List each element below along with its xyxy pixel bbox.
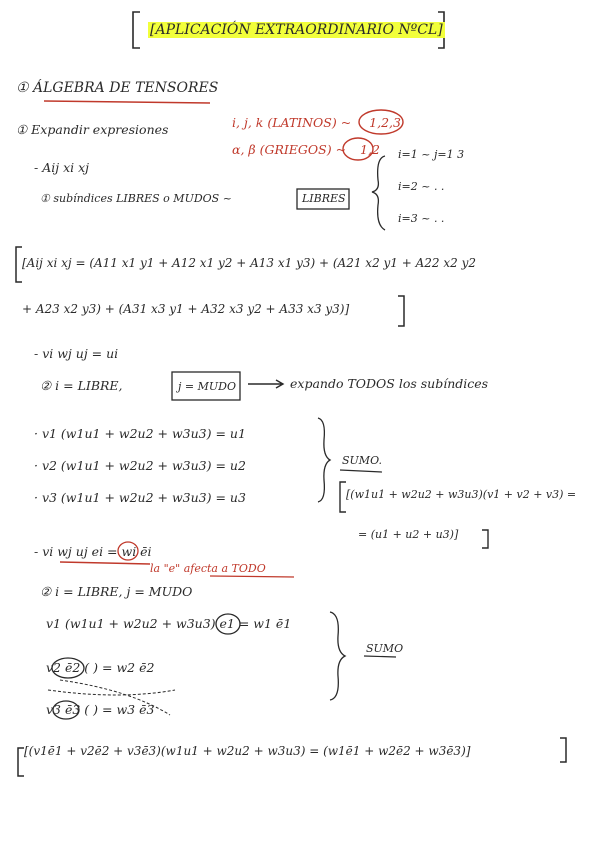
final-line: [(v1ē1 + v2ē2 + v3ē3)(w1u1 + w2u2 + w3u3) = (w1ē1 + w2ē2 + w3ē3)] — [24, 744, 471, 758]
ex3-brace — [330, 612, 345, 700]
index-row-3: i=3 ~ . . — [398, 212, 445, 225]
ex1-expression: - Aij xi xj — [34, 160, 90, 175]
suma-underline-2 — [364, 656, 396, 657]
libres-label: LIBRES — [302, 192, 346, 205]
note-underline — [210, 576, 294, 577]
greek-note-text: α, β (GRIEGOS) ~ — [232, 142, 347, 157]
ex2-row-1: · v1 (w1u1 + w2u2 + w3u3) = u1 — [34, 426, 246, 441]
ex2-result-line-2: = (u1 + u2 + u3)] — [358, 528, 459, 541]
index-row-2: i=2 ~ . . — [398, 180, 445, 193]
ex3-note: la "e" afecta a TODO — [150, 562, 266, 575]
section-heading: ① ÁLGEBRA DE TENSORES — [16, 80, 219, 96]
ex3-row-1: v1 (w1u1 + w2u2 + w3u3) e1 = w1 ē1 — [46, 616, 292, 631]
latin-note — [232, 115, 401, 130]
greek-note — [232, 142, 380, 157]
arrow — [248, 380, 283, 388]
ex1-subindex-note: ① subíndices LIBRES o MUDOS ~ — [40, 192, 232, 205]
index-row-1: i=1 ~ j=1 3 — [398, 148, 465, 161]
ex3-expression: - vi wj uj ei = wi ēi — [34, 544, 152, 559]
latin-circled: 1,2,3 — [369, 115, 401, 130]
title-bracket-left — [133, 12, 140, 48]
greek-circled: 1,2 — [360, 142, 380, 157]
index-brace — [372, 156, 385, 230]
ex3-step: ② i = LIBRE, j = MUDO — [40, 584, 193, 599]
ex3-underline — [60, 562, 150, 564]
suma-underline-1 — [340, 470, 382, 472]
ex3-suma-label: SUMO — [366, 642, 404, 655]
expansion-line-1: [Aij xi xj = (A11 x1 y1 + A12 x1 y2 + A13 x1 y3) + (A21 x2 y1 + A22 x2 y2 — [22, 256, 476, 270]
ex2-result-bracket-right — [482, 530, 488, 548]
ex2-row-3: · v3 (w1u1 + w2u2 + w3u3) = u3 — [34, 490, 246, 505]
final-bracket-right — [560, 738, 566, 762]
mudo-label: j = MUDO — [178, 380, 236, 393]
ex2-arrow-text: expando TODOS los subíndices — [290, 376, 489, 391]
section-underline — [44, 101, 210, 103]
latin-note-text: i, j, k (LATINOS) ~ — [232, 115, 352, 130]
expansion-line-2: + A23 x2 y3) + (A31 x3 y1 + A32 x3 y2 + A33 x3 y3)] — [22, 302, 350, 316]
expansion-bracket-right — [398, 296, 404, 326]
page-title — [148, 22, 445, 38]
ex2-brace — [318, 418, 330, 502]
item1-heading: ① Expandir expresiones — [16, 122, 169, 137]
ex2-expression: - vi wj uj = ui — [34, 346, 119, 361]
ex3-row-2: v2 ē2 ( ) = w2 ē2 — [46, 660, 155, 675]
title-text: [APLICACIÓN EXTRAORDINARIO NºCL] — [150, 22, 443, 38]
ex2-result-line-1: [(w1u1 + w2u2 + w3u3)(v1 + v2 + v3) = — [346, 488, 577, 501]
ex3-row-3: v3 ē3 ( ) = w3 ē3 — [46, 702, 155, 717]
ex2-suma-label: SUMO. — [342, 454, 382, 467]
ex2-row-2: · v2 (w1u1 + w2u2 + w3u3) = u2 — [34, 458, 246, 473]
ex2-step: ② i = LIBRE, — [40, 378, 123, 393]
